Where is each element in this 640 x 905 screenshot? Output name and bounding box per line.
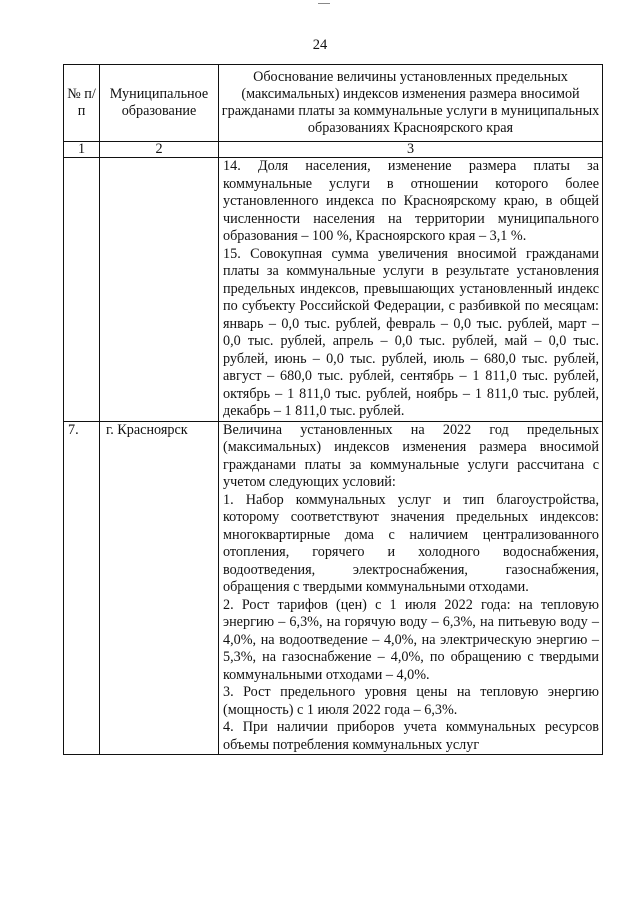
item-1-text: 1. Набор коммунальных услуг и тип благоустройства, которому соответствуют значения предельных индексов: многоквартирные дома с наличием централизованного отопления, горячего и холодного водоснабжения, водоотведения, электроснабжения, газоснабжения, обращения с твердыми коммунальными отходами. (223, 491, 599, 595)
table-row (64, 158, 603, 422)
municipality-name: г. Красноярск (100, 421, 219, 754)
row-justification (219, 421, 603, 754)
table-row (64, 421, 603, 754)
justification-table (63, 64, 602, 755)
item-14-text: 14. Доля населения, изменение размера платы за коммунальные услуги в отношении которого более установленного индекса по Красноярскому краю, в общей численности населения на территории муниципального образования – 100 %, Красноярского края – 3,1 %. (223, 158, 599, 244)
continued-row-municipality (100, 158, 219, 422)
row-number: 7. (64, 421, 100, 754)
page-number: 24 (312, 37, 328, 53)
column-number-1: 1 (64, 142, 100, 158)
item-2-text: 2. Рост тарифов (цен) с 1 июля 2022 года: на тепловую энергию – 6,3%, на горячую воду – 6,3%, на питьевую воду – 4,0%, на водоотведение – 4,0%, на электрическую энергию – 5,3%, на газоснабжение – 4,0%, по обращению с твердыми коммунальными отходами – 4,0%. (223, 596, 599, 683)
header-col-number: № п/п (64, 65, 100, 142)
table-header-row (64, 65, 603, 142)
header-col-municipality: Муниципальное образование (100, 65, 219, 142)
header-col-justification: Обоснование величины установленных предельных (максимальных) индексов изменения размера вносимой гражданами платы за коммунальные услуги в муниципальных образованиях Красноярского края (219, 65, 603, 142)
top-edge-mark (318, 3, 330, 4)
item-15-text: 15. Совокупная сумма увеличения вносимой гражданами платы за коммунальные услуги в результате установления предельных индексов, превышающих установленный индекс по субъекту Российской Федерации, с разбивкой по месяцам: январь – 0,0 тыс. рублей, февраль – 0,0 тыс. рублей, март – 0,0 тыс. рублей, апрель – 0,0 тыс. рублей, май – 0,0 тыс. рублей, июнь – 0,0 тыс. рублей, июль – 680,0 тыс. рублей, август – 680,0 тыс. рублей, сентябрь – 1 811,0 тыс. рублей, октябрь – 1 811,0 тыс. рублей, ноябрь – 1 811,0 тыс. рублей, декабрь – 1 811,0 тыс. рублей. (223, 245, 599, 419)
continued-row-justification (219, 158, 603, 422)
continued-row-number (64, 158, 100, 422)
column-number-3: 3 (219, 142, 603, 158)
column-number-2: 2 (100, 142, 219, 158)
intro-text: Величина установленных на 2022 год предельных (максимальных) индексов изменения размера вносимой гражданами платы за коммунальные услуги рассчитана с учетом следующих условий: (223, 421, 599, 490)
item-4-text: 4. При наличии приборов учета коммунальных ресурсов объемы потребления коммунальных услуг (223, 719, 599, 753)
column-numbers-row (64, 142, 603, 158)
item-3-text: 3. Рост предельного уровня цены на тепловую энергию (мощность) с 1 июля 2022 года – 6,3%. (223, 684, 599, 718)
